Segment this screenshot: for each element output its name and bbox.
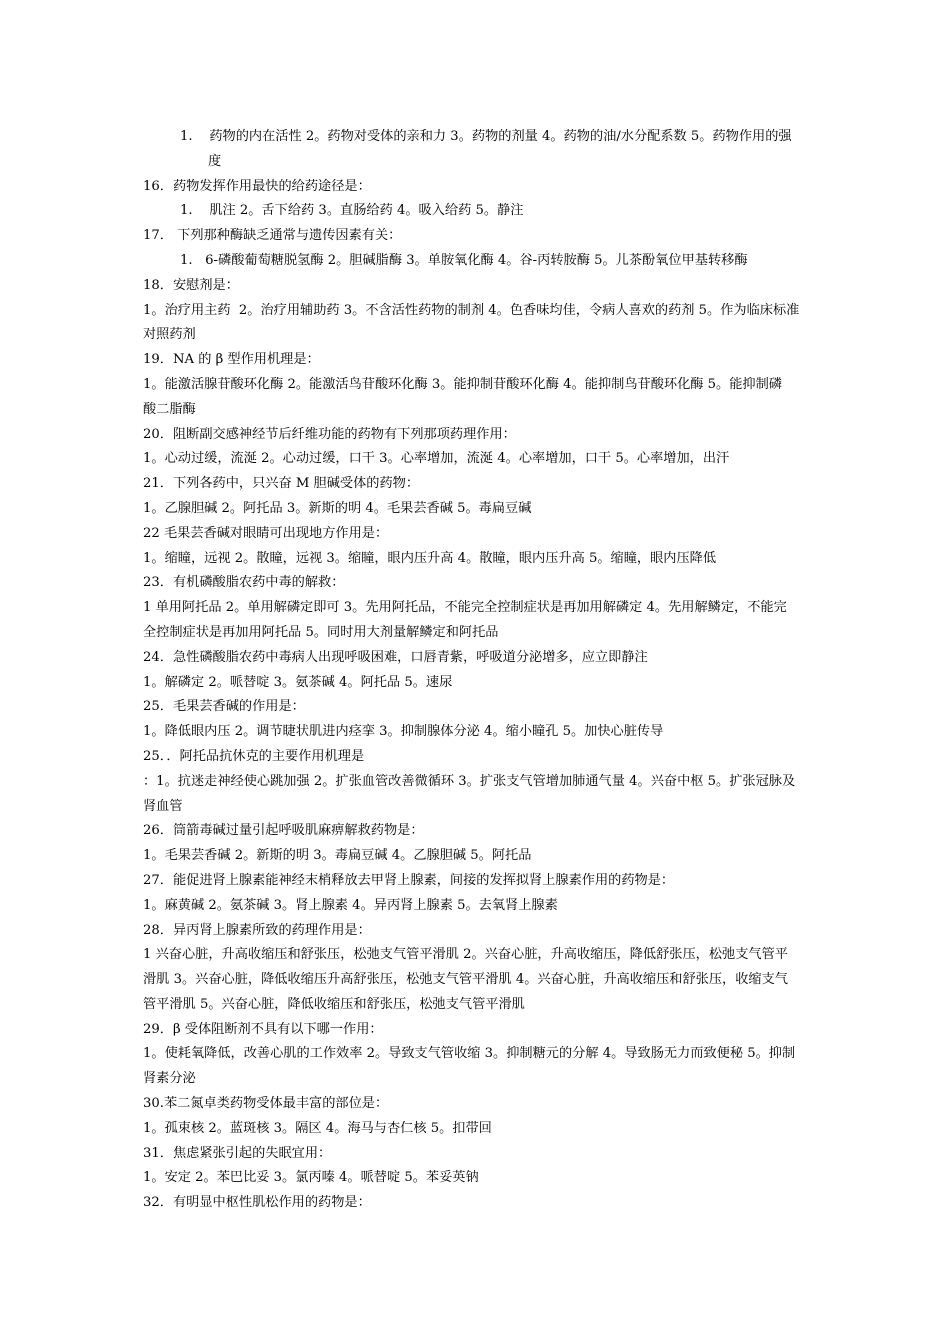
text-line: 管平滑肌 5。兴奋心脏，降低收缩压和舒张压，松弛支气管平滑肌 <box>143 996 525 1012</box>
text-line: 26．筒箭毒碱过量引起呼吸肌麻痹解救药物是： <box>143 823 424 839</box>
text-line: 1。孤束核 2。蓝斑核 3。隔区 4。海马与杏仁核 5。扣带回 <box>143 1120 492 1136</box>
text-line: 1。麻黄碱 2。氨茶碱 3。肾上腺素 4。异丙肾上腺素 5。去氧肾上腺素 <box>143 897 558 913</box>
text-line: 1。乙腺胆碱 2。阿托品 3。新斯的明 4。毛果芸香碱 5。毒扁豆碱 <box>143 500 532 516</box>
text-line: 28．异丙肾上腺素所致的药理作用是： <box>143 922 371 938</box>
text-line: 20．阻断副交感神经节后纤维功能的药物有下列那项药理作用： <box>143 426 516 442</box>
text-line: 1 兴奋心脏，升高收缩压和舒张压，松弛支气管平滑肌 2。兴奋心脏，升高收缩压，降低舒张压，松弛支气管平 <box>143 947 788 963</box>
text-line: 滑肌 3。兴奋心脏，降低收缩压升高舒张压，松弛支气管平滑肌 4。兴奋心脏，升高收缩压和舒张压，收缩支气 <box>143 972 788 988</box>
text-line: 1. 6-磷酸葡萄糖脱氢酶 2。胆碱脂酶 3。单胺氧化酶 4。谷-丙转胺酶 5。儿茶酚氧位甲基转移酶 <box>180 252 748 268</box>
text-line: 肾素分泌 <box>143 1071 196 1087</box>
text-line: 1。降低眼内压 2。调节睫状肌进内痉挛 3。抑制腺体分泌 4。缩小瞳孔 5。加快心脏传导 <box>143 724 664 740</box>
text-line: ：1。抗迷走神经使心跳加强 2。扩张血管改善微循环 3。扩张支气管增加肺通气量 4。兴奋中枢 5。扩张冠脉及 <box>143 773 796 789</box>
text-line: 全控制症状是再加用阿托品 5。同时用大剂量解鳞定和阿托品 <box>143 624 499 640</box>
text-line: 21．下列各药中，只兴奋 M 胆碱受体的药物： <box>143 476 420 492</box>
text-line: 17． 下列那种酶缺乏通常与遗传因素有关： <box>143 228 402 244</box>
text-line: 27．能促进肾上腺素能神经末梢释放去甲肾上腺素，间接的发挥拟肾上腺素作用的药物是： <box>143 872 675 888</box>
text-line: 22 毛果芸香碱对眼睛可出现地方作用是： <box>143 525 389 541</box>
text-line: 对照药剂 <box>143 327 196 343</box>
text-line: 1。解磷定 2。哌替啶 3。氨茶碱 4。阿托品 5。速尿 <box>143 674 453 690</box>
document-body <box>143 125 808 1216</box>
text-line: 1。能激活腺苷酸环化酶 2。能激活鸟苷酸环化酶 3。能抑制苷酸环化酶 4。能抑制鸟苷酸环化酶 5。能抑制磷 <box>143 376 782 392</box>
text-line: 19．NA 的 β 型作用机理是： <box>143 352 320 368</box>
text-line: 1。缩瞳，远视 2。散瞳，远视 3。缩瞳，眼内压升高 4。散瞳，眼内压升高 5。缩瞳，眼内压降低 <box>143 550 717 566</box>
text-line: 酸二脂酶 <box>143 401 196 417</box>
text-line: 肾血管 <box>143 798 183 814</box>
text-line: 25．．阿托品抗休克的主要作用机理是 <box>143 748 365 764</box>
text-line: 31．焦虑紧张引起的失眠宜用： <box>143 1145 332 1161</box>
text-line: 24．急性磷酸脂农药中毒病人出现呼吸困难，口唇青紫，呼吸道分泌增多，应立即静注 <box>143 649 648 665</box>
text-line: 1。治疗用主药 2。治疗用辅助药 3。不含活性药物的制剂 4。色香味均佳，令病人喜欢的药剂 5。作为临床标准 <box>143 302 800 318</box>
text-line: 25．毛果芸香碱的作用是： <box>143 699 305 715</box>
text-line: 1. 药物的内在活性 2。药物对受体的亲和力 3。药物的剂量 4。药物的油/水分配系数 5。药物作用的强 <box>180 129 792 144</box>
text-line: 度 <box>208 153 222 169</box>
text-line: 1。使耗氧降低，改善心肌的工作效率 2。导致支气管收缩 3。抑制糖元的分解 4。导致肠无力而致便秘 5。抑制 <box>143 1046 796 1062</box>
text-line: 30.苯二氮卓类药物受体最丰富的部位是： <box>143 1096 389 1112</box>
text-line: 1。心动过缓，流涎 2。心动过缓，口干 3。心率增加，流涎 4。心率增加，口干 5。心率增加，出汗 <box>143 451 730 467</box>
text-line: 1 单用阿托品 2。单用解磷定即可 3。先用阿托品，不能完全控制症状是再加用解磷定 4。先用解鳞定，不能完 <box>143 600 787 616</box>
text-line: 29．β 受体阻断剂不具有以下哪一作用： <box>143 1021 383 1037</box>
text-line: 18．安慰剂是： <box>143 277 239 293</box>
text-line: 16．药物发挥作用最快的给药途径是： <box>143 178 371 194</box>
text-line: 23．有机磷酸脂农药中毒的解救： <box>143 575 345 591</box>
text-line: 1。毛果芸香碱 2。新斯的明 3。毒扁豆碱 4。乙腺胆碱 5。阿托品 <box>143 848 532 864</box>
text-line: 1。安定 2。苯巴比妥 3。氯丙嗪 4。哌替啶 5。苯妥英钠 <box>143 1170 479 1186</box>
text-line: 32．有明显中枢性肌松作用的药物是： <box>143 1195 371 1211</box>
text-line: 1. 肌注 2。舌下给药 3。直肠给药 4。吸入给药 5。静注 <box>180 203 524 219</box>
